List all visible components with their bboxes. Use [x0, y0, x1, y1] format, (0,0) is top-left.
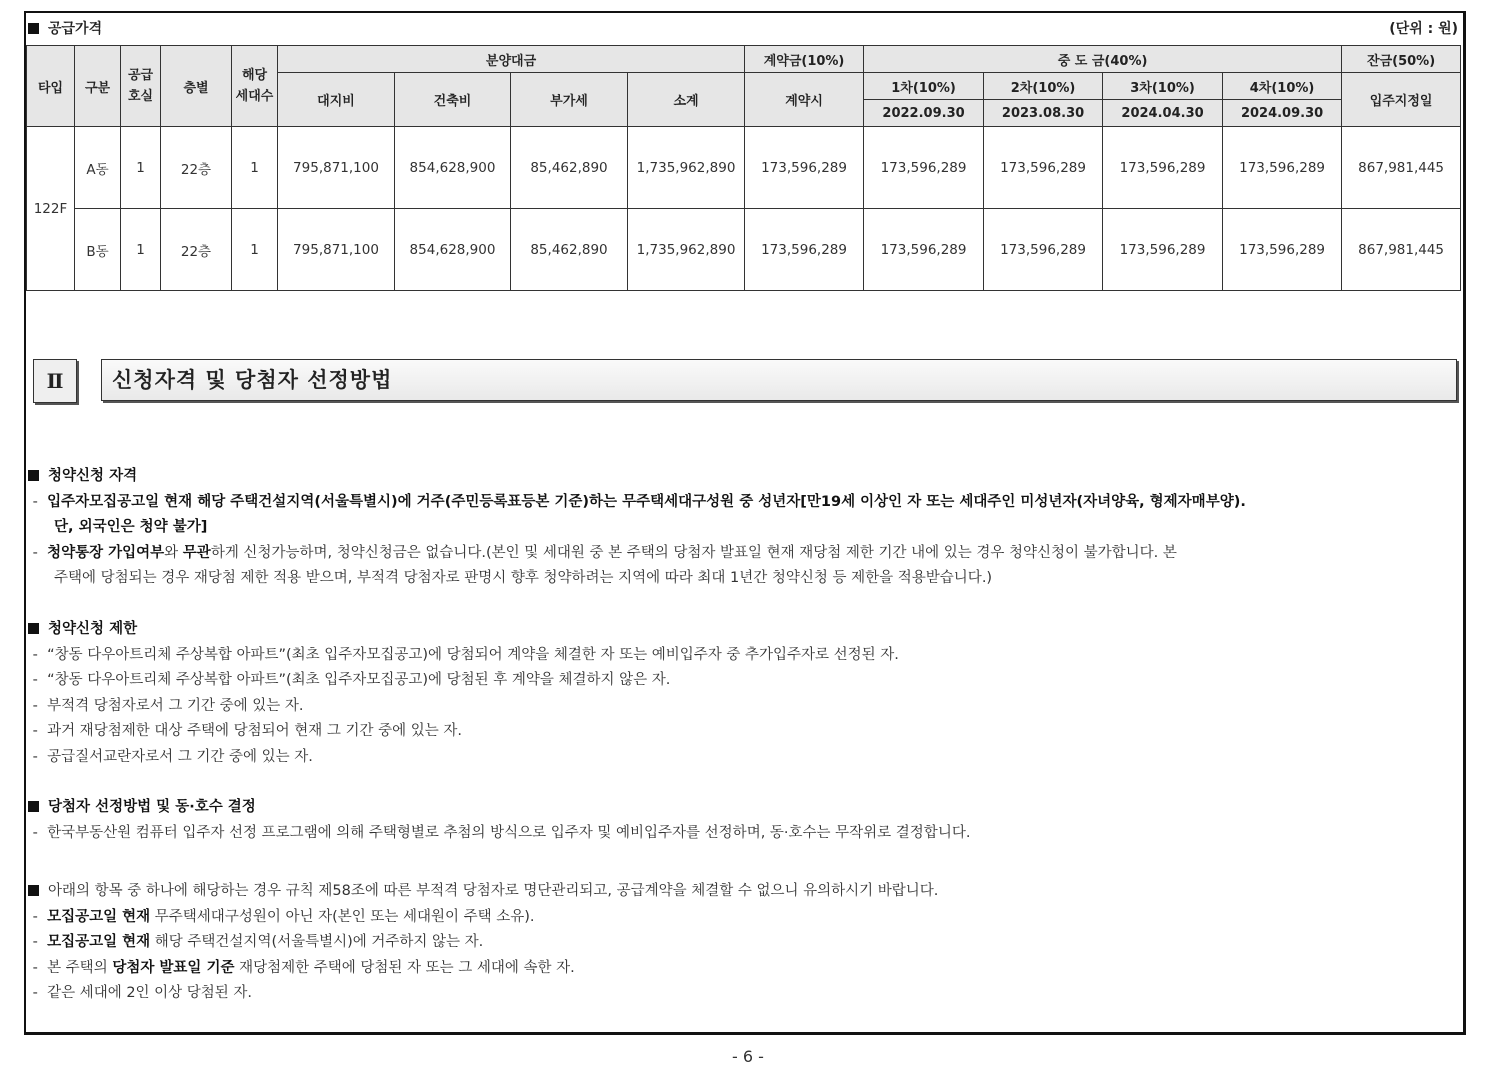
header-building: 건축비 — [395, 73, 511, 127]
header-interim-3: 3차(10%) — [1103, 73, 1223, 100]
interim-4-cell: 173,596,289 — [1223, 127, 1342, 209]
balance-cell: 867,981,445 — [1342, 209, 1461, 291]
header-interim-1: 1차(10%) — [864, 73, 984, 100]
category-cell: B동 — [75, 209, 121, 291]
header-deposit-when: 계약시 — [745, 73, 864, 127]
header-interim-4: 4차(10%) — [1223, 73, 1342, 100]
deposit-cell: 173,596,289 — [745, 127, 864, 209]
land-cell: 795,871,100 — [278, 209, 395, 291]
interim-3-cell: 173,596,289 — [1103, 209, 1223, 291]
interim-2-cell: 173,596,289 — [984, 127, 1103, 209]
list-item-continued: 주택에 당첨되는 경우 재당첨 제한 적용 받으며, 부적격 당첨자로 판명시 향후 청약하려는 지역에 따라 최대 1년간 청약신청 등 제한을 적용받습니다.) — [54, 570, 993, 586]
header-interim-3-date: 2024.04.30 — [1103, 100, 1223, 127]
square-bullet-icon — [28, 623, 39, 634]
interim-3-cell: 173,596,289 — [1103, 127, 1223, 209]
list-item: - 한국부동산원 컴퓨터 입주자 선정 프로그램에 의해 주택형별로 추첨의 방식으로 입주자 및 예비입주자를 선정하며, 동·호수는 무작위로 결정합니다. — [32, 824, 971, 841]
units-cell: 1 — [121, 209, 161, 291]
header-interim-1-date: 2022.09.30 — [864, 100, 984, 127]
units-cell: 1 — [121, 127, 161, 209]
header-balance: 잔금(50%) — [1342, 46, 1461, 73]
selection-heading: 당첨자 선정방법 및 동·호수 결정 — [28, 795, 1468, 821]
section-title: 신청자격 및 당첨자 선정방법 — [101, 359, 1457, 401]
list-item: - “창동 다우아트리체 주상복합 아파트”(최초 입주자모집공고)에 당첨된 후 계약을 체결하지 않은 자. — [32, 672, 671, 688]
list-item: - 모집공고일 현재 무주택세대구성원이 아닌 자(본인 또는 세대원이 주택 소유). — [32, 908, 535, 925]
vat-cell: 85,462,890 — [511, 127, 628, 209]
list-item: - 청약통장 가입여부와 무관하게 신청가능하며, 청약신청금은 없습니다.(본인 및 세대원 중 본 주택의 당첨자 발표일 현재 재당첨 제한 기간 내에 있는 경우 청약신청이 불가합니다. 본 — [32, 544, 1177, 561]
subtotal-cell: 1,735,962,890 — [628, 209, 745, 291]
households-cell: 1 — [232, 209, 278, 291]
list-item: - 입주자모집공고일 현재 해당 주택건설지역(서울특별시)에 거주(주민등록표등본 기준)하는 무주택세대구성원 중 성년자[만19세 이상인 자 또는 세대주인 미성년자(자녀양육, 형제자매부양). — [32, 493, 1246, 510]
supply-price-table — [26, 45, 1461, 291]
interim-1-cell: 173,596,289 — [864, 209, 984, 291]
disqualify-intro: 아래의 항목 중 하나에 해당하는 경우 규칙 제58조에 따른 부적격 당첨자로 명단관리되고, 공급계약을 체결할 수 없으니 유의하시기 바랍니다. — [28, 879, 1468, 905]
deposit-cell: 173,596,289 — [745, 209, 864, 291]
table-row — [27, 127, 1461, 209]
header-vat: 부가세 — [511, 73, 628, 127]
restriction-block — [28, 617, 1468, 770]
list-item: - 본 주택의 당첨자 발표일 기준 재당첨제한 주택에 당첨된 자 또는 그 세대에 속한 자. — [32, 959, 575, 976]
land-cell: 795,871,100 — [278, 127, 395, 209]
page-number: - 6 - — [732, 1047, 764, 1066]
floor-cell: 22층 — [161, 127, 232, 209]
disqualify-block — [28, 879, 1468, 1007]
supply-price-heading: 공급가격 (단위 : 원) — [28, 18, 1458, 40]
header-deposit: 계약금(10%) — [745, 46, 864, 73]
list-item: - 부적격 당첨자로서 그 기간 중에 있는 자. — [32, 697, 304, 714]
header-interim-2-date: 2023.08.30 — [984, 100, 1103, 127]
header-balance-when: 입주지정일 — [1342, 73, 1461, 127]
restriction-heading: 청약신청 제한 — [28, 617, 1468, 643]
list-item: - 과거 재당첨제한 대상 주택에 당첨되어 현재 그 기간 중에 있는 자. — [32, 723, 462, 739]
building-cell: 854,628,900 — [395, 127, 511, 209]
interim-4-cell: 173,596,289 — [1223, 209, 1342, 291]
eligibility-block — [28, 464, 1468, 592]
unit-label: (단위 : 원) — [1389, 21, 1458, 37]
list-item: - “창동 다우아트리체 주상복합 아파트”(최초 입주자모집공고)에 당첨되어 계약을 체결한 자 또는 예비입주자 중 추가입주자로 선정된 자. — [32, 646, 899, 663]
square-bullet-icon — [28, 23, 39, 34]
header-interim-4-date: 2024.09.30 — [1223, 100, 1342, 127]
header-supply-units: 공급 호실 — [121, 46, 161, 127]
selection-block — [28, 795, 1468, 846]
square-bullet-icon — [28, 801, 39, 812]
list-item-continued: 단, 외국인은 청약 불가] — [54, 519, 208, 535]
list-item: - 공급질서교란자로서 그 기간 중에 있는 자. — [32, 748, 313, 765]
subtotal-cell: 1,735,962,890 — [628, 127, 745, 209]
balance-cell: 867,981,445 — [1342, 127, 1461, 209]
header-category: 구분 — [75, 46, 121, 127]
header-households: 해당 세대수 — [232, 46, 278, 127]
table-row — [27, 209, 1461, 291]
interim-1-cell: 173,596,289 — [864, 127, 984, 209]
interim-2-cell: 173,596,289 — [984, 209, 1103, 291]
header-interim: 중 도 금(40%) — [864, 46, 1342, 73]
header-floor: 층별 — [161, 46, 232, 127]
header-sale-price: 분양대금 — [278, 46, 745, 73]
building-cell: 854,628,900 — [395, 209, 511, 291]
square-bullet-icon — [28, 885, 39, 896]
list-item: - 모집공고일 현재 해당 주택건설지역(서울특별시)에 거주하지 않는 자. — [32, 934, 484, 950]
header-interim-2: 2차(10%) — [984, 73, 1103, 100]
type-cell: 122F — [27, 127, 75, 291]
vat-cell: 85,462,890 — [511, 209, 628, 291]
section-number: Ⅱ — [33, 359, 77, 403]
header-subtotal: 소계 — [628, 73, 745, 127]
list-item: - 같은 세대에 2인 이상 당첨된 자. — [32, 985, 253, 1001]
floor-cell: 22층 — [161, 209, 232, 291]
households-cell: 1 — [232, 127, 278, 209]
eligibility-heading: 청약신청 자격 — [28, 464, 1468, 490]
square-bullet-icon — [28, 470, 39, 481]
header-land: 대지비 — [278, 73, 395, 127]
header-type: 타입 — [27, 46, 75, 127]
category-cell: A동 — [75, 127, 121, 209]
